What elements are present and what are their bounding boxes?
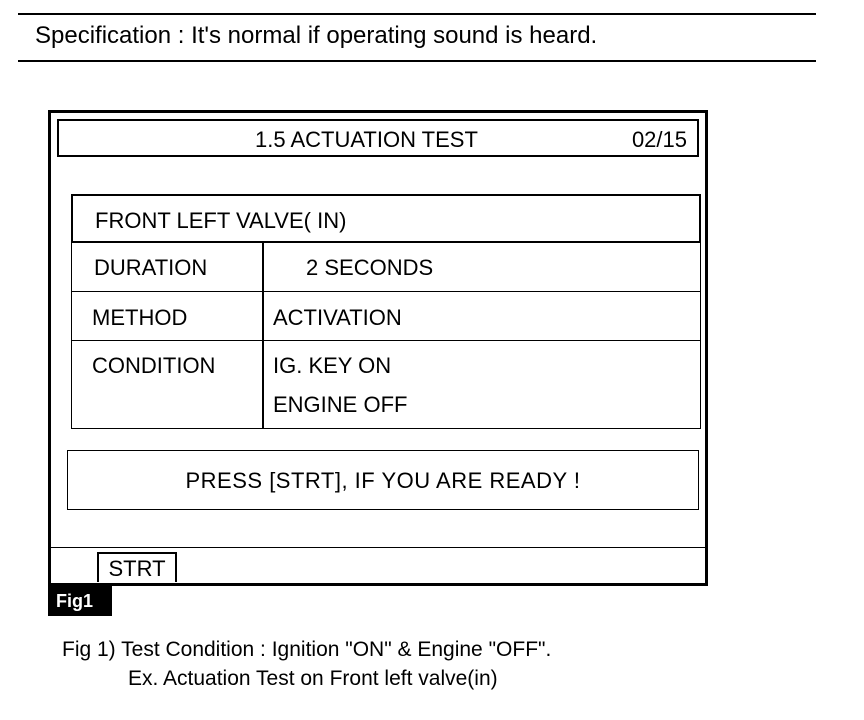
parameter-value: ACTIVATION [273, 305, 402, 330]
parameter-label: METHOD [92, 305, 188, 330]
test-name-row [71, 194, 701, 243]
top-rule [18, 13, 816, 15]
parameter-value: 2 SECONDS [306, 255, 434, 280]
scanner-screen [48, 110, 708, 586]
test-name: FRONT LEFT VALVE( IN) [95, 208, 347, 233]
page-indicator: 02/15 [631, 127, 687, 152]
specification-text: Specification : It's normal if operating sound is heard. [35, 22, 598, 49]
actuation-test-panel [71, 194, 701, 429]
figure-tag: Fig1 [48, 586, 112, 616]
parameter-table [71, 241, 701, 429]
softkey-bar [51, 547, 705, 584]
parameter-value: ENGINE OFF [273, 392, 408, 417]
parameter-row-method [72, 292, 700, 341]
figure-caption-example: Ex. Actuation Test on Front left valve(in) [128, 667, 498, 690]
figure-caption: Fig 1) Test Condition : Ignition "ON" & Engine "OFF". [62, 638, 552, 661]
parameter-value: IG. KEY ON [273, 353, 392, 378]
parameter-label: CONDITION [92, 353, 216, 378]
screen-title: 1.5 ACTUATION TEST [255, 127, 478, 152]
ready-prompt-box [67, 450, 699, 510]
parameter-row-duration [72, 241, 700, 292]
bottom-rule [18, 60, 816, 62]
screen-title-bar [57, 119, 699, 157]
parameter-row-condition [72, 341, 700, 429]
ready-prompt: PRESS [STRT], IF YOU ARE READY ! [185, 468, 581, 493]
parameter-label: DURATION [94, 255, 208, 280]
strt-softkey[interactable]: STRT [97, 552, 177, 582]
